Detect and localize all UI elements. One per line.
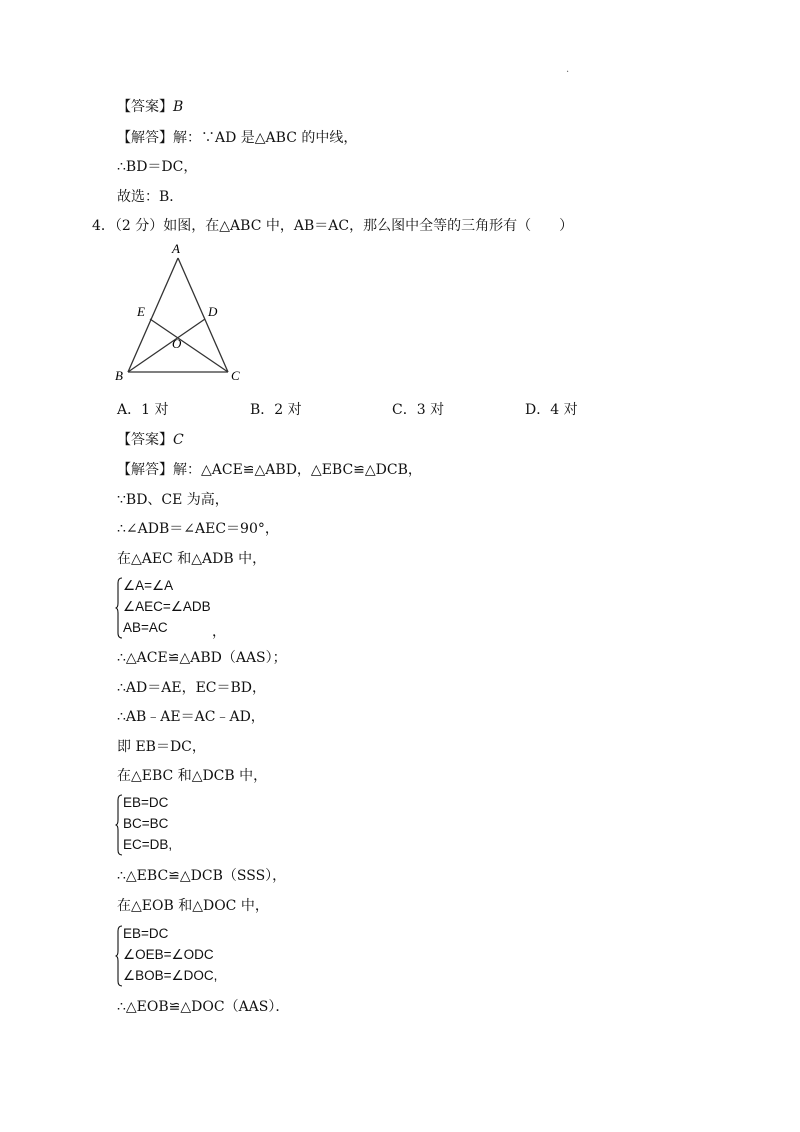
solution-line-last: ∴△EOB≌△DOC（AAS）． [117, 999, 290, 1015]
choice-c: C．3 对 [392, 402, 445, 418]
label-a: A [172, 241, 180, 256]
choice-b: B．2 对 [250, 402, 302, 418]
label-c: C [231, 368, 240, 383]
prev-solution-line1 [117, 128, 357, 148]
question-text: 如图，在△ABC 中，AB＝AC，那么图中全等的三角形有（ ） [163, 218, 574, 234]
solution-line: ∴△EBC≌△DCB（SSS）， [117, 868, 287, 884]
solution-line: ∴AB﹣AE＝AC﹣AD， [117, 709, 265, 725]
triangle-figure [105, 238, 255, 388]
system1-row: ∠AEC=∠ADB [123, 599, 211, 614]
system1-row: ∠A=∠A [123, 578, 174, 593]
brace-icon [115, 576, 123, 640]
prev-solution-label: 【解答】 [117, 130, 173, 146]
label-b: B [115, 368, 123, 383]
system2-row: BC=BC [123, 816, 169, 831]
choice-d: D．4 对 [525, 402, 578, 418]
choice-a: A．1 对 [117, 402, 169, 418]
solution-first-text: 解：△ACE≌△ABD，△EBC≌△DCB， [173, 462, 422, 478]
answer-line [117, 430, 184, 450]
label-d: D [208, 304, 218, 319]
label-e: E [137, 304, 145, 319]
brace-icon [115, 793, 123, 857]
brace-icon [115, 924, 123, 988]
prev-answer-value: B [173, 99, 184, 115]
solution-line: ∴△ACE≌△ABD（AAS）； [117, 650, 287, 666]
system2-row: EC=DB, [123, 837, 173, 852]
solution-line: ∴AD＝AE，EC＝BD， [117, 680, 267, 696]
equation-system-3 [115, 924, 315, 988]
system1-tail: ， [212, 624, 226, 640]
question-line [92, 216, 573, 236]
answer-value: C [173, 432, 184, 448]
question-number: 4． [92, 218, 115, 234]
question-points: （2 分） [114, 218, 164, 234]
solution-line: ∵BD、CE 为高， [117, 492, 229, 508]
solution-line: 即 EB＝DC， [117, 739, 206, 755]
prev-answer-label: 【答案】 [117, 99, 173, 115]
prev-solution-text1: 解：∵AD 是△ABC 的中线， [173, 130, 358, 146]
solution-line: 在△EOB 和△DOC 中， [117, 898, 269, 914]
answer-label: 【答案】 [117, 432, 173, 448]
system3-row: EB=DC [123, 926, 169, 941]
prev-solution-line2: ∴BD＝DC， [117, 159, 198, 175]
system3-row: ∠OEB=∠ODC [123, 947, 214, 962]
solution-line: 在△AEC 和△ADB 中， [117, 551, 267, 567]
solution-line: ∴∠ADB＝∠AEC＝90°， [117, 521, 279, 537]
system2-row: EB=DC [123, 795, 169, 810]
solution-label: 【解答】 [117, 462, 173, 478]
solution-line-first [117, 460, 422, 480]
equation-system-2 [115, 793, 315, 857]
solution-line: 在△EBC 和△DCB 中， [117, 768, 268, 784]
system1-row: AB=AC [123, 620, 168, 635]
corner-mark: . [566, 64, 570, 75]
prev-solution-line3: 故选：B． [117, 189, 184, 205]
label-o: O [172, 336, 182, 351]
system3-row: ∠BOB=∠DOC, [123, 968, 218, 983]
prev-answer-line [117, 97, 183, 117]
